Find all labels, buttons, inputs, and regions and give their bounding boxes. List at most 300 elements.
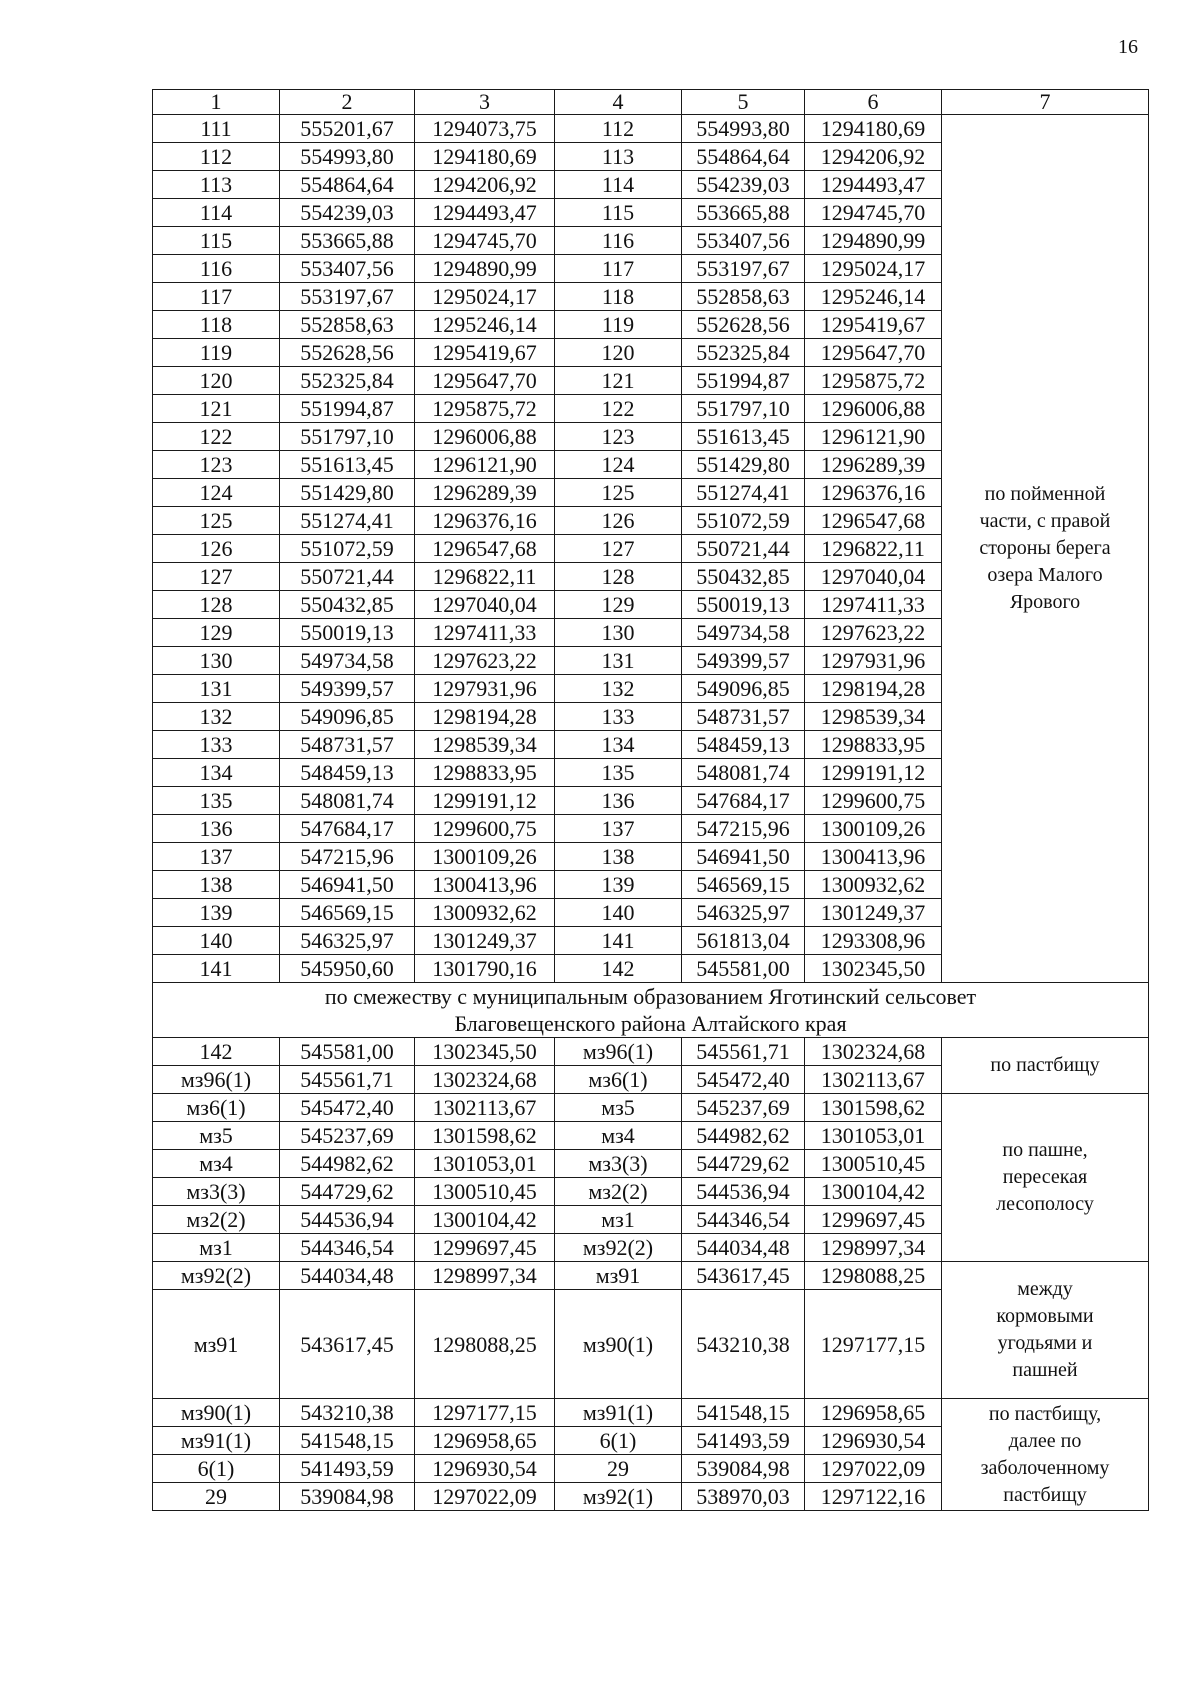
x-to: 547215,96 [682, 815, 805, 843]
point-from: 125 [153, 507, 280, 535]
point-to: мз1 [555, 1206, 682, 1234]
point-from: 133 [153, 731, 280, 759]
description-line: озера Малого [987, 564, 1103, 586]
point-to: 137 [555, 815, 682, 843]
x-to: 546569,15 [682, 871, 805, 899]
point-from: 117 [153, 283, 280, 311]
point-to: 129 [555, 591, 682, 619]
y-to: 1297022,09 [805, 1455, 942, 1483]
x-from: 551994,87 [280, 395, 415, 423]
section-title-line: по смежеству с муниципальным образованием Яготинский сельсовет [324, 984, 977, 1009]
y-from: 1295419,67 [415, 339, 555, 367]
point-to: мз90(1) [555, 1290, 682, 1399]
point-from: мз3(3) [153, 1178, 280, 1206]
point-to: 119 [555, 311, 682, 339]
y-from: 1295246,14 [415, 311, 555, 339]
y-from: 1301598,62 [415, 1122, 555, 1150]
y-to: 1301598,62 [805, 1094, 942, 1122]
point-to: мз6(1) [555, 1066, 682, 1094]
y-from: 1302345,50 [415, 1038, 555, 1066]
x-to: 543210,38 [682, 1290, 805, 1399]
x-from: 543210,38 [280, 1399, 415, 1427]
description-line: лесополосу [996, 1193, 1094, 1215]
y-from: 1300510,45 [415, 1178, 555, 1206]
y-from: 1297177,15 [415, 1399, 555, 1427]
description-line: угодьями и [997, 1332, 1093, 1354]
x-to: 544536,94 [682, 1178, 805, 1206]
point-to: 116 [555, 227, 682, 255]
point-to: мз92(1) [555, 1483, 682, 1511]
point-to: 142 [555, 955, 682, 983]
y-from: 1298539,34 [415, 731, 555, 759]
y-to: 1297623,22 [805, 619, 942, 647]
description-line: заболоченному [980, 1456, 1110, 1479]
point-from: 126 [153, 535, 280, 563]
point-from: мз96(1) [153, 1066, 280, 1094]
y-from: 1302113,67 [415, 1094, 555, 1122]
y-from: 1296822,11 [415, 563, 555, 591]
x-to: 544034,48 [682, 1234, 805, 1262]
y-from: 1294745,70 [415, 227, 555, 255]
x-to: 538970,03 [682, 1483, 805, 1511]
y-from: 1297623,22 [415, 647, 555, 675]
table-row [153, 1262, 1149, 1290]
y-from: 1301249,37 [415, 927, 555, 955]
x-to: 548081,74 [682, 759, 805, 787]
description-line: по пойменной [984, 483, 1106, 505]
x-from: 544346,54 [280, 1234, 415, 1262]
x-to: 552858,63 [682, 283, 805, 311]
x-from: 545561,71 [280, 1066, 415, 1094]
point-from: 132 [153, 703, 280, 731]
y-to: 1296121,90 [805, 423, 942, 451]
x-to: 545561,71 [682, 1038, 805, 1066]
description-line: по пастбищу, [988, 1402, 1102, 1425]
y-to: 1297177,15 [805, 1290, 942, 1399]
x-to: 541493,59 [682, 1427, 805, 1455]
point-from: 115 [153, 227, 280, 255]
x-from: 544034,48 [280, 1262, 415, 1290]
x-to: 544346,54 [682, 1206, 805, 1234]
x-to: 553665,88 [682, 199, 805, 227]
x-to: 553197,67 [682, 255, 805, 283]
y-to: 1294890,99 [805, 227, 942, 255]
x-to: 544982,62 [682, 1122, 805, 1150]
point-to: 128 [555, 563, 682, 591]
y-from: 1300109,26 [415, 843, 555, 871]
y-to: 1299600,75 [805, 787, 942, 815]
y-to: 1296376,16 [805, 479, 942, 507]
y-to: 1297040,04 [805, 563, 942, 591]
point-to: мз92(2) [555, 1234, 682, 1262]
y-from: 1296006,88 [415, 423, 555, 451]
y-to: 1294180,69 [805, 115, 942, 143]
y-from: 1302324,68 [415, 1066, 555, 1094]
description-line: кормовыми [996, 1305, 1094, 1327]
x-from: 551429,80 [280, 479, 415, 507]
y-from: 1297040,04 [415, 591, 555, 619]
description-line: части, с правой [979, 510, 1111, 532]
point-to: 139 [555, 871, 682, 899]
x-from: 544729,62 [280, 1178, 415, 1206]
y-from: 1296121,90 [415, 451, 555, 479]
x-to: 541548,15 [682, 1399, 805, 1427]
x-from: 545472,40 [280, 1094, 415, 1122]
y-to: 1296958,65 [805, 1399, 942, 1427]
point-from: мз6(1) [153, 1094, 280, 1122]
point-to: 133 [555, 703, 682, 731]
point-from: 131 [153, 675, 280, 703]
point-from: 111 [153, 115, 280, 143]
x-from: 547215,96 [280, 843, 415, 871]
point-from: 134 [153, 759, 280, 787]
y-to: 1295246,14 [805, 283, 942, 311]
column-header: 4 [555, 90, 682, 115]
y-from: 1294073,75 [415, 115, 555, 143]
point-to: 117 [555, 255, 682, 283]
y-to: 1300413,96 [805, 843, 942, 871]
y-to: 1293308,96 [805, 927, 942, 955]
x-to: 546325,97 [682, 899, 805, 927]
x-from: 545237,69 [280, 1122, 415, 1150]
table-row [153, 115, 1149, 143]
y-from: 1295647,70 [415, 367, 555, 395]
x-from: 546569,15 [280, 899, 415, 927]
x-to: 543617,45 [682, 1262, 805, 1290]
y-to: 1297411,33 [805, 591, 942, 619]
description-line: далее по [1008, 1429, 1082, 1452]
y-to: 1302324,68 [805, 1038, 942, 1066]
boundary-description [942, 1038, 1149, 1094]
point-to: 140 [555, 899, 682, 927]
y-to: 1300109,26 [805, 815, 942, 843]
point-to: 112 [555, 115, 682, 143]
column-header: 7 [942, 90, 1149, 115]
y-to: 1298539,34 [805, 703, 942, 731]
point-from: 135 [153, 787, 280, 815]
description-line: по пастбищу [990, 1054, 1100, 1076]
y-to: 1301053,01 [805, 1122, 942, 1150]
point-to: 131 [555, 647, 682, 675]
x-to: 549734,58 [682, 619, 805, 647]
x-to: 547684,17 [682, 787, 805, 815]
y-from: 1298997,34 [415, 1262, 555, 1290]
column-header: 3 [415, 90, 555, 115]
y-from: 1294180,69 [415, 143, 555, 171]
point-to: 132 [555, 675, 682, 703]
point-from: 116 [153, 255, 280, 283]
point-to: 29 [555, 1455, 682, 1483]
y-from: 1300413,96 [415, 871, 555, 899]
x-from: 550019,13 [280, 619, 415, 647]
y-to: 1299697,45 [805, 1206, 942, 1234]
x-from: 552858,63 [280, 311, 415, 339]
point-to: 126 [555, 507, 682, 535]
x-to: 554864,64 [682, 143, 805, 171]
point-to: 134 [555, 731, 682, 759]
y-to: 1296547,68 [805, 507, 942, 535]
page-number: 16 [1118, 36, 1138, 58]
point-to: мз5 [555, 1094, 682, 1122]
x-from: 549734,58 [280, 647, 415, 675]
y-to: 1298088,25 [805, 1262, 942, 1290]
boundary-description [942, 1094, 1149, 1262]
point-from: 139 [153, 899, 280, 927]
point-from: 6(1) [153, 1455, 280, 1483]
x-to: 545472,40 [682, 1066, 805, 1094]
description-line: пересекая [1002, 1166, 1088, 1188]
x-from: 551797,10 [280, 423, 415, 451]
y-to: 1294745,70 [805, 199, 942, 227]
y-to: 1300104,42 [805, 1178, 942, 1206]
x-to: 552628,56 [682, 311, 805, 339]
y-from: 1298833,95 [415, 759, 555, 787]
boundary-description [942, 1399, 1149, 1511]
y-from: 1296930,54 [415, 1455, 555, 1483]
x-from: 553407,56 [280, 255, 415, 283]
x-from: 552325,84 [280, 367, 415, 395]
point-from: 120 [153, 367, 280, 395]
x-from: 548081,74 [280, 787, 415, 815]
point-from: 112 [153, 143, 280, 171]
y-to: 1299191,12 [805, 759, 942, 787]
point-to: 138 [555, 843, 682, 871]
y-from: 1299191,12 [415, 787, 555, 815]
y-from: 1294890,99 [415, 255, 555, 283]
y-to: 1295419,67 [805, 311, 942, 339]
x-from: 546941,50 [280, 871, 415, 899]
y-to: 1302113,67 [805, 1066, 942, 1094]
point-from: мз1 [153, 1234, 280, 1262]
y-from: 1297411,33 [415, 619, 555, 647]
x-to: 539084,98 [682, 1455, 805, 1483]
x-from: 541548,15 [280, 1427, 415, 1455]
point-from: 122 [153, 423, 280, 451]
x-from: 547684,17 [280, 815, 415, 843]
x-from: 554864,64 [280, 171, 415, 199]
x-from: 553197,67 [280, 283, 415, 311]
point-from: 136 [153, 815, 280, 843]
x-from: 555201,67 [280, 115, 415, 143]
x-from: 553665,88 [280, 227, 415, 255]
x-to: 550019,13 [682, 591, 805, 619]
y-to: 1296289,39 [805, 451, 942, 479]
x-to: 549399,57 [682, 647, 805, 675]
y-to: 1297122,16 [805, 1483, 942, 1511]
point-from: 142 [153, 1038, 280, 1066]
section-title [153, 983, 1149, 1038]
point-to: мз3(3) [555, 1150, 682, 1178]
table-row [153, 1094, 1149, 1122]
x-to: 545581,00 [682, 955, 805, 983]
y-to: 1298997,34 [805, 1234, 942, 1262]
y-from: 1297931,96 [415, 675, 555, 703]
y-from: 1298088,25 [415, 1290, 555, 1399]
column-header: 2 [280, 90, 415, 115]
x-from: 546325,97 [280, 927, 415, 955]
point-to: 118 [555, 283, 682, 311]
table-row [153, 1038, 1149, 1066]
point-to: 115 [555, 199, 682, 227]
point-from: 121 [153, 395, 280, 423]
y-from: 1301053,01 [415, 1150, 555, 1178]
y-from: 1295024,17 [415, 283, 555, 311]
y-from: 1298194,28 [415, 703, 555, 731]
point-from: 113 [153, 171, 280, 199]
x-from: 544982,62 [280, 1150, 415, 1178]
x-from: 545581,00 [280, 1038, 415, 1066]
x-to: 551613,45 [682, 423, 805, 451]
y-from: 1301790,16 [415, 955, 555, 983]
point-from: 128 [153, 591, 280, 619]
y-from: 1300932,62 [415, 899, 555, 927]
y-from: 1294493,47 [415, 199, 555, 227]
x-to: 554239,03 [682, 171, 805, 199]
y-to: 1300510,45 [805, 1150, 942, 1178]
description-line: между [1017, 1278, 1073, 1300]
x-to: 544729,62 [682, 1150, 805, 1178]
x-to: 551072,59 [682, 507, 805, 535]
y-from: 1296289,39 [415, 479, 555, 507]
x-from: 554993,80 [280, 143, 415, 171]
x-from: 545950,60 [280, 955, 415, 983]
x-from: 548459,13 [280, 759, 415, 787]
point-from: 118 [153, 311, 280, 339]
description-line: по пашне, [1002, 1139, 1088, 1161]
point-to: 127 [555, 535, 682, 563]
x-to: 551994,87 [682, 367, 805, 395]
y-to: 1295024,17 [805, 255, 942, 283]
boundary-description [942, 115, 1149, 983]
y-from: 1300104,42 [415, 1206, 555, 1234]
point-from: мз92(2) [153, 1262, 280, 1290]
point-to: мз91(1) [555, 1399, 682, 1427]
point-from: 123 [153, 451, 280, 479]
point-from: 138 [153, 871, 280, 899]
point-from: мз4 [153, 1150, 280, 1178]
x-to: 551797,10 [682, 395, 805, 423]
x-to: 550432,85 [682, 563, 805, 591]
y-to: 1294493,47 [805, 171, 942, 199]
point-to: 6(1) [555, 1427, 682, 1455]
y-to: 1298194,28 [805, 675, 942, 703]
point-from: 124 [153, 479, 280, 507]
point-to: 135 [555, 759, 682, 787]
point-from: мз2(2) [153, 1206, 280, 1234]
description-line: пастбищу [1003, 1483, 1087, 1506]
y-to: 1296006,88 [805, 395, 942, 423]
y-to: 1297931,96 [805, 647, 942, 675]
x-to: 550721,44 [682, 535, 805, 563]
x-from: 551274,41 [280, 507, 415, 535]
x-from: 539084,98 [280, 1483, 415, 1511]
description-line: стороны берега [979, 537, 1111, 559]
point-from: мз91 [153, 1290, 280, 1399]
section-title-line: Благовещенского района Алтайского края [454, 1011, 847, 1036]
x-to: 548459,13 [682, 731, 805, 759]
y-from: 1296958,65 [415, 1427, 555, 1455]
y-from: 1296547,68 [415, 535, 555, 563]
point-from: 140 [153, 927, 280, 955]
point-to: 113 [555, 143, 682, 171]
x-from: 549096,85 [280, 703, 415, 731]
point-to: 123 [555, 423, 682, 451]
point-from: 137 [153, 843, 280, 871]
x-to: 561813,04 [682, 927, 805, 955]
y-to: 1295875,72 [805, 367, 942, 395]
description-line: Ярового [1009, 591, 1081, 613]
point-from: 29 [153, 1483, 280, 1511]
column-header: 1 [153, 90, 280, 115]
table-row [153, 1399, 1149, 1427]
y-to: 1300932,62 [805, 871, 942, 899]
point-to: 120 [555, 339, 682, 367]
x-from: 552628,56 [280, 339, 415, 367]
point-to: мз96(1) [555, 1038, 682, 1066]
column-header: 5 [682, 90, 805, 115]
x-to: 553407,56 [682, 227, 805, 255]
x-to: 554993,80 [682, 115, 805, 143]
y-from: 1296376,16 [415, 507, 555, 535]
point-from: 130 [153, 647, 280, 675]
point-to: мз4 [555, 1122, 682, 1150]
point-to: 141 [555, 927, 682, 955]
point-to: 124 [555, 451, 682, 479]
point-to: 122 [555, 395, 682, 423]
section-row [153, 983, 1149, 1038]
column-header: 6 [805, 90, 942, 115]
x-from: 549399,57 [280, 675, 415, 703]
y-from: 1297022,09 [415, 1483, 555, 1511]
y-from: 1295875,72 [415, 395, 555, 423]
point-to: 121 [555, 367, 682, 395]
y-to: 1302345,50 [805, 955, 942, 983]
x-from: 551072,59 [280, 535, 415, 563]
x-from: 544536,94 [280, 1206, 415, 1234]
point-from: мз90(1) [153, 1399, 280, 1427]
x-to: 549096,85 [682, 675, 805, 703]
x-to: 546941,50 [682, 843, 805, 871]
x-from: 541493,59 [280, 1455, 415, 1483]
point-from: 114 [153, 199, 280, 227]
y-from: 1299697,45 [415, 1234, 555, 1262]
point-to: 114 [555, 171, 682, 199]
x-from: 554239,03 [280, 199, 415, 227]
x-from: 550721,44 [280, 563, 415, 591]
point-from: мз5 [153, 1122, 280, 1150]
point-from: 129 [153, 619, 280, 647]
y-to: 1296822,11 [805, 535, 942, 563]
x-from: 548731,57 [280, 731, 415, 759]
point-from: 127 [153, 563, 280, 591]
point-to: мз2(2) [555, 1178, 682, 1206]
x-to: 548731,57 [682, 703, 805, 731]
x-to: 552325,84 [682, 339, 805, 367]
description-line: пашней [1012, 1359, 1078, 1381]
x-from: 550432,85 [280, 591, 415, 619]
point-from: мз91(1) [153, 1427, 280, 1455]
point-to: 130 [555, 619, 682, 647]
x-to: 551429,80 [682, 451, 805, 479]
y-to: 1296930,54 [805, 1427, 942, 1455]
point-to: мз91 [555, 1262, 682, 1290]
boundary-description [942, 1262, 1149, 1399]
y-to: 1301249,37 [805, 899, 942, 927]
y-to: 1294206,92 [805, 143, 942, 171]
y-to: 1298833,95 [805, 731, 942, 759]
coordinates-table [152, 89, 1149, 1511]
point-to: 125 [555, 479, 682, 507]
